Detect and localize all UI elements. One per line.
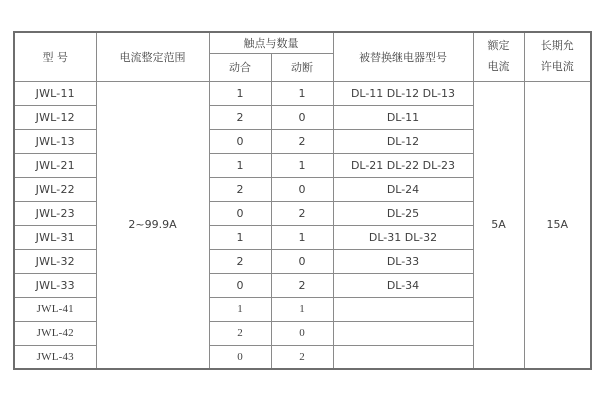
- long-term-current-cell: 15A: [524, 81, 591, 369]
- replaced-models-cell: DL-24: [333, 177, 473, 201]
- model-cell: JWL-41: [14, 297, 96, 321]
- nc-contacts-cell: 2: [271, 201, 333, 225]
- model-cell: JWL-31: [14, 225, 96, 249]
- header-model: 型 号: [14, 32, 96, 81]
- header-contacts-no: 动合: [209, 53, 271, 81]
- model-cell: JWL-32: [14, 249, 96, 273]
- header-long-term-current-line2: 许电流: [540, 59, 574, 73]
- nc-contacts-cell: 0: [271, 249, 333, 273]
- model-cell: JWL-42: [14, 321, 96, 345]
- nc-contacts-cell: 0: [271, 321, 333, 345]
- rated-current-cell: 5A: [473, 81, 524, 369]
- model-cell: JWL-11: [14, 81, 96, 105]
- nc-contacts-cell: 1: [271, 153, 333, 177]
- model-cell: JWL-33: [14, 273, 96, 297]
- header-rated-current-line2: 电流: [487, 59, 510, 73]
- nc-contacts-cell: 2: [271, 273, 333, 297]
- model-cell: JWL-13: [14, 129, 96, 153]
- replaced-models-cell: DL-11: [333, 105, 473, 129]
- replaced-models-cell: [333, 345, 473, 369]
- no-contacts-cell: 1: [209, 297, 271, 321]
- header-long-term-current-line1: 长期允: [540, 38, 574, 52]
- nc-contacts-cell: 0: [271, 177, 333, 201]
- nc-contacts-cell: 1: [271, 81, 333, 105]
- no-contacts-cell: 0: [209, 273, 271, 297]
- header-replaced-relay-model: 被替换继电器型号: [333, 32, 473, 81]
- no-contacts-cell: 2: [209, 105, 271, 129]
- header-contacts-nc: 动断: [271, 53, 333, 81]
- table-row: [14, 81, 591, 105]
- model-cell: JWL-21: [14, 153, 96, 177]
- no-contacts-cell: 0: [209, 345, 271, 369]
- replaced-models-cell: [333, 321, 473, 345]
- replaced-models-cell: DL-33: [333, 249, 473, 273]
- no-contacts-cell: 2: [209, 321, 271, 345]
- no-contacts-cell: 1: [209, 153, 271, 177]
- header-current-setting-range: 电流整定范围: [96, 32, 209, 81]
- model-cell: JWL-43: [14, 345, 96, 369]
- replaced-models-cell: DL-11 DL-12 DL-13: [333, 81, 473, 105]
- no-contacts-cell: 1: [209, 81, 271, 105]
- no-contacts-cell: 1: [209, 225, 271, 249]
- model-cell: JWL-22: [14, 177, 96, 201]
- header-rated-current: [473, 32, 524, 81]
- header-contacts-group: 触点与数量: [209, 32, 333, 53]
- no-contacts-cell: 2: [209, 177, 271, 201]
- replaced-models-cell: DL-21 DL-22 DL-23: [333, 153, 473, 177]
- replaced-models-cell: DL-25: [333, 201, 473, 225]
- no-contacts-cell: 0: [209, 201, 271, 225]
- header-long-term-current: [524, 32, 591, 81]
- spec-table: [13, 31, 592, 370]
- header-row-group: [14, 32, 591, 53]
- replaced-models-cell: DL-34: [333, 273, 473, 297]
- model-cell: JWL-12: [14, 105, 96, 129]
- current-setting-range-cell: 2~99.9A: [96, 81, 209, 369]
- nc-contacts-cell: 1: [271, 297, 333, 321]
- header-rated-current-line1: 额定: [487, 38, 510, 52]
- replaced-models-cell: [333, 297, 473, 321]
- no-contacts-cell: 0: [209, 129, 271, 153]
- nc-contacts-cell: 2: [271, 129, 333, 153]
- replaced-models-cell: DL-12: [333, 129, 473, 153]
- nc-contacts-cell: 2: [271, 345, 333, 369]
- no-contacts-cell: 2: [209, 249, 271, 273]
- nc-contacts-cell: 0: [271, 105, 333, 129]
- model-cell: JWL-23: [14, 201, 96, 225]
- nc-contacts-cell: 1: [271, 225, 333, 249]
- replaced-models-cell: DL-31 DL-32: [333, 225, 473, 249]
